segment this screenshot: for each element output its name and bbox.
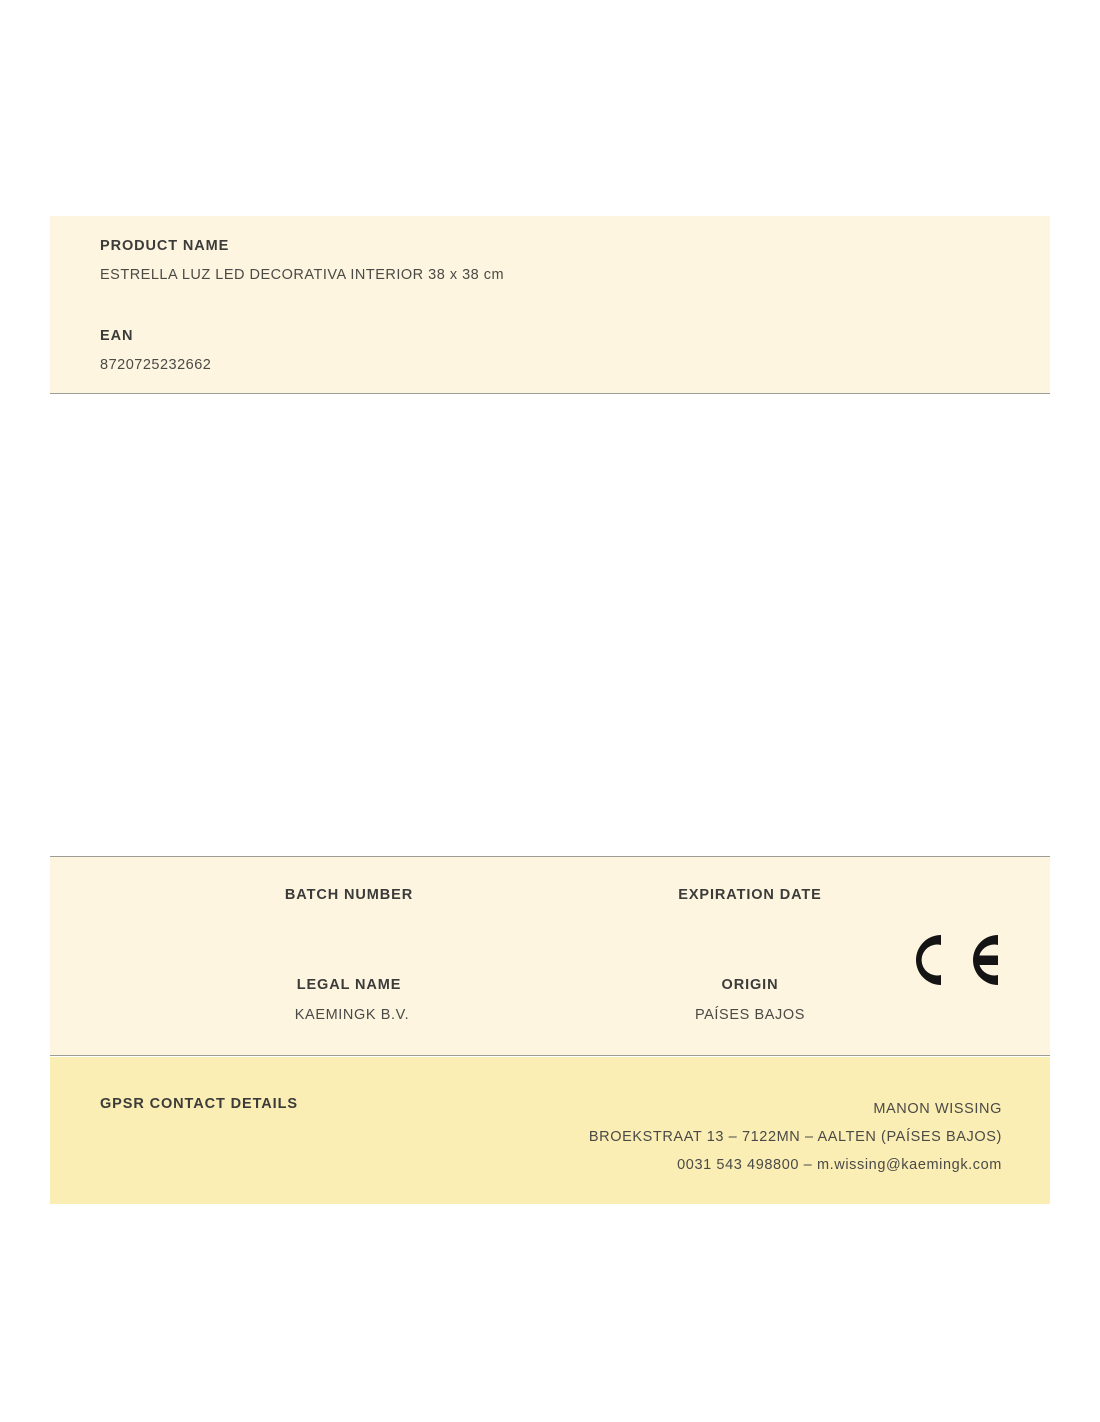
gpsr-contact-phone-email: 0031 543 498800 – m.wissing@kaemingk.com	[677, 1157, 1002, 1173]
product-name-label: PRODUCT NAME	[100, 238, 230, 254]
ean-value: 8720725232662	[100, 357, 212, 373]
gpsr-contact-details	[589, 1095, 1002, 1179]
gpsr-contact-label: GPSR CONTACT DETAILS	[100, 1096, 298, 1112]
origin-value: PAÍSES BAJOS	[694, 1007, 806, 1023]
origin-label: ORIGIN	[721, 977, 779, 993]
gpsr-contact-block	[50, 1057, 1050, 1204]
legal-name-label: LEGAL NAME	[296, 977, 402, 993]
ean-label: EAN	[100, 328, 134, 344]
batch-number-label: BATCH NUMBER	[284, 887, 414, 903]
product-name-value: ESTRELLA LUZ LED DECORATIVA INTERIOR 38 x 38 cm	[100, 267, 505, 283]
gpsr-contact-name: MANON WISSING	[873, 1101, 1002, 1117]
gpsr-contact-address: BROEKSTRAAT 13 – 7122MN – AALTEN (PAÍSES BAJOS)	[588, 1129, 1002, 1145]
expiration-date-label: EXPIRATION DATE	[678, 887, 822, 903]
batch-legal-block	[50, 856, 1050, 1056]
product-info-block	[50, 216, 1050, 394]
blank-content-area	[50, 394, 1050, 856]
ce-mark-icon	[902, 927, 1002, 993]
legal-name-value: KAEMINGK B.V.	[294, 1007, 410, 1023]
